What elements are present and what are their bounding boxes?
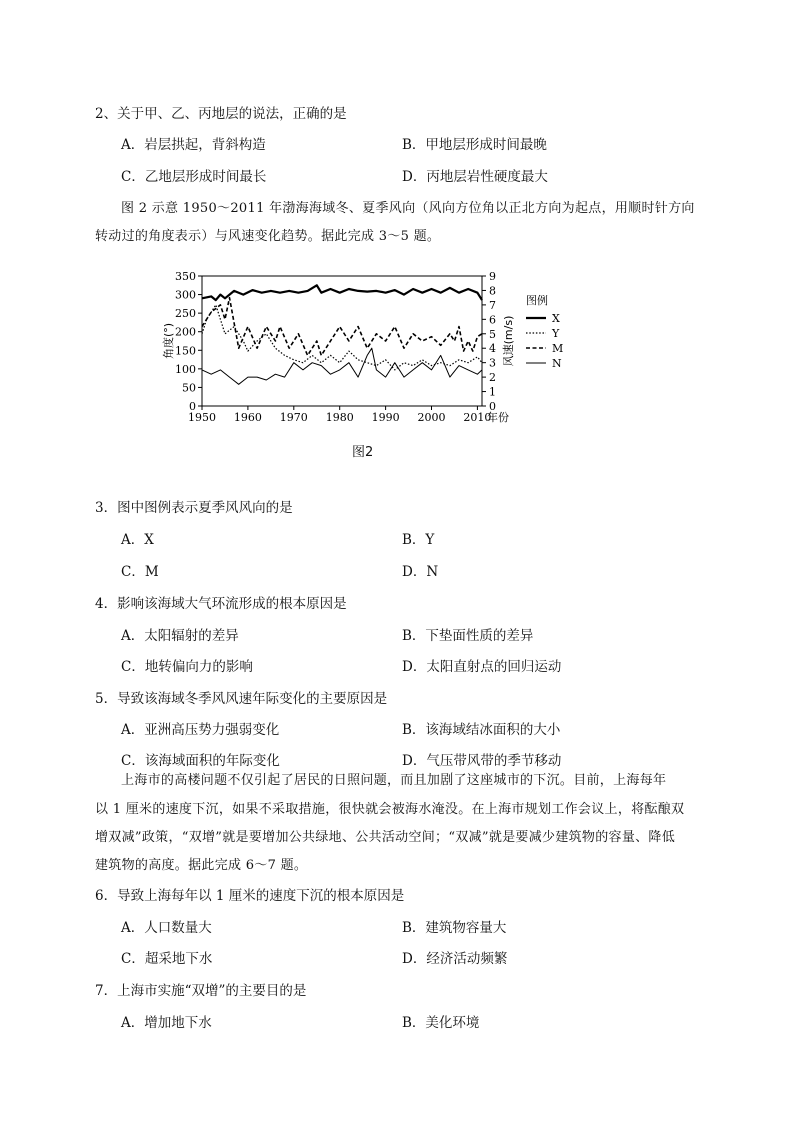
q4-option-d[interactable]: D．太阳直射点的回归运动 — [402, 659, 562, 675]
series-line-m — [202, 298, 482, 356]
shanghai-intro-line-1: 上海市的高楼问题不仅引起了居民的日照问题，而且加剧了这座城市的下沉。目前，上海每年 — [121, 773, 667, 788]
y-right-tick-label: 6 — [489, 313, 496, 327]
y-right-tick-label: 3 — [489, 356, 496, 370]
q2-stem: 2、关于甲、乙、丙地层的说法，正确的是 — [95, 106, 347, 122]
y-right-tick-label: 9 — [489, 270, 496, 283]
y-left-tick-label: 300 — [175, 288, 196, 302]
legend-label-y: Y — [552, 327, 560, 340]
q3-stem: 3．图中图例表示夏季风风向的是 — [95, 500, 293, 516]
series-line-x — [202, 285, 482, 300]
series-line-y — [202, 305, 482, 370]
q4-option-a[interactable]: A．太阳辐射的差异 — [121, 628, 239, 644]
q6-option-d[interactable]: D．经济活动频繁 — [402, 951, 508, 967]
legend-label-m: M — [552, 342, 564, 355]
q7-option-a[interactable]: A．增加地下水 — [121, 1015, 212, 1031]
x-tick-label: 2010 — [463, 411, 492, 424]
y-left-axis-label: 角度(°) — [162, 322, 175, 360]
legend-label-x: X — [552, 312, 560, 325]
y-right-axis-label: 风速(m/s) — [502, 315, 515, 367]
series-line-n — [202, 348, 482, 384]
y-left-tick-label: 200 — [175, 325, 196, 339]
q4-stem: 4．影响该海域大气环流形成的根本原因是 — [95, 596, 347, 612]
q2-option-b[interactable]: B．甲地层形成时间最晚 — [402, 137, 547, 153]
x-axis-label: 年份 — [487, 411, 509, 424]
q5-option-a[interactable]: A．亚洲高压势力强弱变化 — [121, 722, 280, 738]
chart-legend — [526, 293, 563, 370]
shanghai-intro-line-3: 增双减”政策，“双增”就是要增加公共绿地、公共活动空间；“双减”就是要减少建筑物的容量、降低 — [95, 830, 676, 845]
q2-option-d[interactable]: D．丙地层岩性硬度最大 — [402, 169, 548, 185]
y-left-tick-label: 100 — [175, 362, 196, 376]
legend-title: 图例 — [526, 294, 548, 307]
q4-option-b[interactable]: B．下垫面性质的差异 — [402, 628, 534, 644]
q2-option-a[interactable]: A．岩层拱起，背斜构造 — [121, 137, 266, 153]
x-tick-label: 1980 — [325, 411, 354, 424]
q6-stem: 6．导致上海每年以 1 厘米的速度下沉的根本原因是 — [95, 888, 405, 904]
q5-option-d[interactable]: D．气压带风带的季节移动 — [402, 753, 562, 769]
y-left-tick-label: 0 — [189, 400, 196, 413]
q4-option-c[interactable]: C．地转偏向力的影响 — [121, 659, 253, 675]
y-left-tick-label: 350 — [175, 270, 196, 283]
legend-label-n: N — [552, 357, 562, 370]
x-tick-label: 1970 — [279, 411, 308, 424]
shanghai-intro-line-2: 以 1 厘米的速度下沉，如果不采取措施，很快就会被海水淹没。在上海市规划工作会议上，将酝酿双 — [95, 802, 685, 817]
y-right-tick-label: 1 — [489, 385, 496, 399]
y-left-tick-label: 50 — [182, 381, 196, 395]
x-tick-label: 1950 — [188, 411, 216, 424]
y-left-tick-label: 250 — [175, 307, 196, 321]
q7-option-b[interactable]: B．美化环境 — [402, 1015, 480, 1031]
y-right-tick-label: 7 — [489, 298, 496, 312]
q3-option-a[interactable]: A．X — [121, 532, 154, 548]
x-tick-label: 2000 — [417, 411, 446, 424]
y-right-tick-label: 0 — [489, 400, 496, 413]
figure-caption: 图2 — [352, 445, 374, 460]
q5-stem: 5．导致该海域冬季风风速年际变化的主要原因是 — [95, 691, 388, 707]
y-right-tick-label: 8 — [489, 284, 496, 298]
q7-stem: 7．上海市实施“双增”的主要目的是 — [95, 983, 307, 999]
y-right-tick-label: 4 — [489, 342, 496, 356]
figure-intro-line-2: 转动过的角度表示）与风速变化趋势。据此完成 3～5 题。 — [95, 229, 441, 244]
q5-option-c[interactable]: C．该海域面积的年际变化 — [121, 753, 280, 769]
wind-chart — [160, 262, 580, 432]
figure-intro-line-1: 图 2 示意 1950～2011 年渤海海域冬、夏季风向（风向方位角以正北方向为起点，用顺时针方向 — [121, 201, 695, 216]
q5-option-b[interactable]: B．该海域结冰面积的大小 — [402, 722, 561, 738]
x-tick-label: 1960 — [233, 411, 262, 424]
y-right-tick-label: 2 — [489, 371, 496, 385]
q2-option-c[interactable]: C．乙地层形成时间最长 — [121, 169, 267, 185]
q6-option-c[interactable]: C．超采地下水 — [121, 951, 213, 967]
chart-series — [202, 285, 482, 384]
plot-frame — [202, 276, 482, 406]
q3-option-d[interactable]: D．N — [402, 564, 439, 580]
shanghai-intro-line-4: 建筑物的高度。据此完成 6～7 题。 — [95, 858, 308, 873]
q6-option-b[interactable]: B．建筑物容量大 — [402, 920, 507, 936]
y-right-tick-label: 5 — [489, 327, 496, 341]
y-left-tick-label: 150 — [175, 344, 196, 358]
q3-option-b[interactable]: B．Y — [402, 532, 435, 548]
x-tick-label: 1990 — [371, 411, 400, 424]
q6-option-a[interactable]: A．人口数量大 — [121, 920, 212, 936]
q3-option-c[interactable]: C．M — [121, 564, 159, 580]
